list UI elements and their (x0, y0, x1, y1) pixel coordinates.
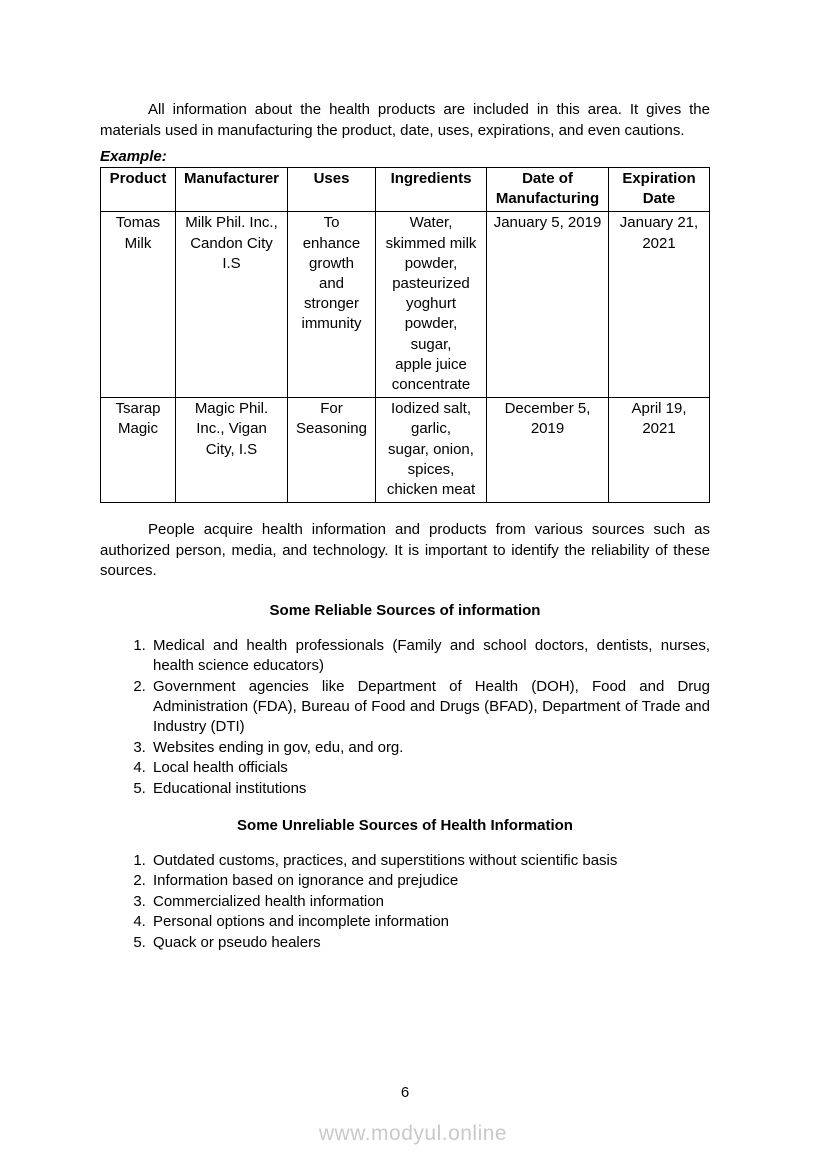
header-uses: Uses (288, 168, 376, 212)
unreliable-sources-heading: Some Unreliable Sources of Health Information (237, 817, 573, 834)
table-header-row (101, 168, 710, 212)
health-product-example-table (100, 167, 710, 503)
cell-manufacturer: Milk Phil. Inc., Candon City I.S (176, 212, 288, 398)
cell-uses: To enhance growth and stronger immunity (288, 212, 376, 398)
reliable-source-item: 3. Websites ending in gov, edu, and org. (150, 738, 710, 758)
cell-expiration-date: April 19, 2021 (609, 398, 710, 503)
unreliable-sources-list (100, 851, 710, 953)
cell-date-of-manufacturing: January 5, 2019 (487, 212, 609, 398)
document-page-content (100, 100, 710, 953)
cell-ingredients: Water, skimmed milk powder, pasteurized yoghurt powder, sugar, apple juice concentrate (376, 212, 487, 398)
sources-paragraph: People acquire health information and products from various sources such as authorized person, media, and technology. It is important to identify the reliability of these sources. (100, 521, 710, 580)
reliable-sources-list (100, 636, 710, 799)
header-ingredients: Ingredients (376, 168, 487, 212)
reliable-source-item: 4. Local health officials (150, 758, 710, 778)
intro-paragraph: All information about the health products are included in this area. It gives the materials used in manufacturing the product, date, uses, expirations, and even cautions. (100, 101, 710, 139)
page-number: 6 (400, 1084, 410, 1101)
cell-ingredients: Iodized salt, garlic, sugar, onion, spices, chicken meat (376, 398, 487, 503)
header-expiration-date: Expiration Date (609, 168, 710, 212)
reliable-sources-heading: Some Reliable Sources of information (269, 601, 541, 619)
cell-expiration-date: January 21, 2021 (609, 212, 710, 398)
header-manufacturer: Manufacturer (176, 168, 288, 212)
table-row-tsarap-magic (101, 398, 710, 503)
cell-manufacturer: Magic Phil. Inc., Vigan City, I.S (176, 398, 288, 503)
reliable-source-item: 2. Government agencies like Department of Health (DOH), Food and Drug Administration (FDA), Bureau of Food and Drugs (BFAD), Department of Trade and Industry (DTI) (150, 677, 710, 738)
header-product: Product (101, 168, 176, 212)
reliable-source-item: 1. Medical and health professionals (Family and school doctors, dentists, nurses, health science educators) (150, 636, 710, 677)
header-date-of-manufacturing: Date of Manufacturing (487, 168, 609, 212)
unreliable-source-item: 4. Personal options and incomplete information (150, 912, 710, 932)
cell-product: Tsarap Magic (101, 398, 176, 503)
cell-product: Tomas Milk (101, 212, 176, 398)
table-row-tomas-milk (101, 212, 710, 398)
unreliable-source-item: 1. Outdated customs, practices, and superstitions without scientific basis (150, 851, 710, 871)
example-label: Example: (100, 148, 167, 165)
cell-uses: For Seasoning (288, 398, 376, 503)
cell-date-of-manufacturing: December 5, 2019 (487, 398, 609, 503)
reliable-source-item: 5. Educational institutions (150, 779, 710, 799)
unreliable-source-item: 3. Commercialized health information (150, 892, 710, 912)
unreliable-source-item: 5. Quack or pseudo healers (150, 933, 710, 953)
watermark: www.modyul.online (318, 1122, 508, 1145)
unreliable-source-item: 2. Information based on ignorance and prejudice (150, 871, 710, 891)
